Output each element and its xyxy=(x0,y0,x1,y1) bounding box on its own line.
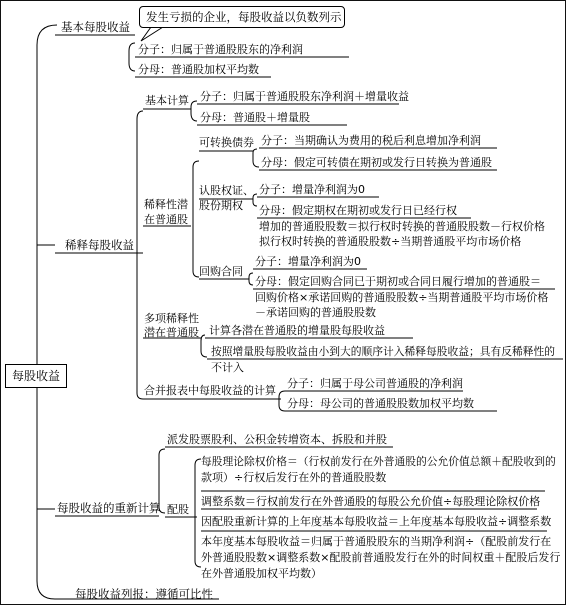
basic-eps-denominator: 分母：普通股加权平均数 xyxy=(138,63,259,76)
repurchase-title: 回购合同 xyxy=(199,265,243,278)
repurchase-numerator: 分子：增量净利润为0 xyxy=(255,255,361,268)
rights-formula-line3: 调整系数＝行权前发行在外普通股的每股公允价值÷每股理论除权价格 xyxy=(201,495,541,508)
potential-shares-title-line2: 在普通股 xyxy=(144,213,188,226)
basic-calc-title: 基本计算 xyxy=(145,94,189,107)
warrants-denominator-line2: 增加的普通股股数＝拟行权时转换的普通股股数－行权价格 xyxy=(259,220,545,233)
root-label: 每股收益 xyxy=(12,369,61,383)
convertible-denominator: 分母：假定可转债在期初或发行日转换为普通股 xyxy=(261,156,492,169)
warrants-numerator: 分子：增量净利润为0 xyxy=(259,183,365,196)
repurchase-denominator-line3: －承诺回购的普通股股数 xyxy=(255,306,376,319)
consolidated-denominator: 分母：母公司的普通股股数加权平均数 xyxy=(287,397,474,410)
recalc-title: 每股收益的重新计算 xyxy=(57,501,161,515)
warrants-denominator-line3: 拟行权时转换的普通股股数÷当期普通股平均市场价格 xyxy=(259,235,522,248)
warrants-denominator-line1: 分母：假定期权在期初或发行日已经行权 xyxy=(259,204,457,217)
warrants-title-line1: 认股权证、 xyxy=(199,184,254,197)
rights-formula-line5: 本年度基本每股收益＝归属于普通股股东的当期净利润÷（配股前发行在 xyxy=(201,535,552,548)
convertible-bonds-title: 可转换债券 xyxy=(199,136,254,149)
presentation-title: 每股收益列报：遵循可比性 xyxy=(75,587,213,601)
root-node xyxy=(5,364,67,388)
rights-formula-line4: 因配股重新计算的上年度基本每股收益＝上年度基本每股收益÷调整系数 xyxy=(201,515,552,528)
multi-step2-line2: 不计入 xyxy=(211,361,244,374)
loss-note-callout xyxy=(139,6,345,28)
basic-eps-title: 基本每股收益 xyxy=(61,20,130,34)
rights-formula-line2: 款项）÷行权后发行在外的普通股股数 xyxy=(201,471,387,484)
loss-note-text: 发生亏损的企业，每股收益以负数列示 xyxy=(146,10,342,24)
recalc-stock-dividend: 派发股票股利、公积金转增资本、拆股和并股 xyxy=(167,433,387,446)
multi-step1: 计算各潜在普通股的增量股每股收益 xyxy=(209,324,385,337)
convertible-numerator: 分子：当期确认为费用的税后利息增加净利润 xyxy=(261,134,481,147)
diluted-eps-title: 稀释每股收益 xyxy=(65,238,134,252)
basic-eps-numerator: 分子：归属于普通股股东的净利润 xyxy=(138,43,303,56)
consolidated-title: 合并报表中每股收益的计算 xyxy=(144,384,276,397)
rights-formula-line6: 外普通股股数×调整系数×配股前普通股发行在外的时间权重＋配股后发行 xyxy=(201,551,561,564)
basic-calc-numerator: 分子：归属于普通股股东净利润＋增量收益 xyxy=(200,90,409,103)
rights-formula-line7: 在外普通股加权平均数） xyxy=(201,567,322,580)
multi-potential-title-line1: 多项稀释性 xyxy=(144,312,199,325)
consolidated-numerator: 分子：归属于母公司普通股的净利润 xyxy=(287,377,463,390)
rights-formula-line1: 每股理论除权价格＝（行权前发行在外普通股的公允价值总额＋配股收到的 xyxy=(201,455,556,468)
rights-issue-title: 配股 xyxy=(167,503,189,516)
repurchase-denominator-line2: 回购价格×承诺回购的普通股股数÷当期普通股平均市场价格 xyxy=(255,291,549,304)
multi-step2-line1: 按照增量股每股收益由小到大的顺序计入稀释每股收益；具有反稀释性的 xyxy=(211,345,556,358)
warrants-title-line2: 股份期权 xyxy=(199,199,243,212)
basic-calc-denominator: 分母：普通股＋增量股 xyxy=(200,111,310,124)
multi-potential-title-line2: 潜在普通股 xyxy=(144,326,199,339)
potential-shares-title-line1: 稀释性潜 xyxy=(144,198,188,211)
repurchase-denominator-line1: 分母：假定回购合同已于期初或合同日履行增加的普通股＝ xyxy=(255,275,541,288)
